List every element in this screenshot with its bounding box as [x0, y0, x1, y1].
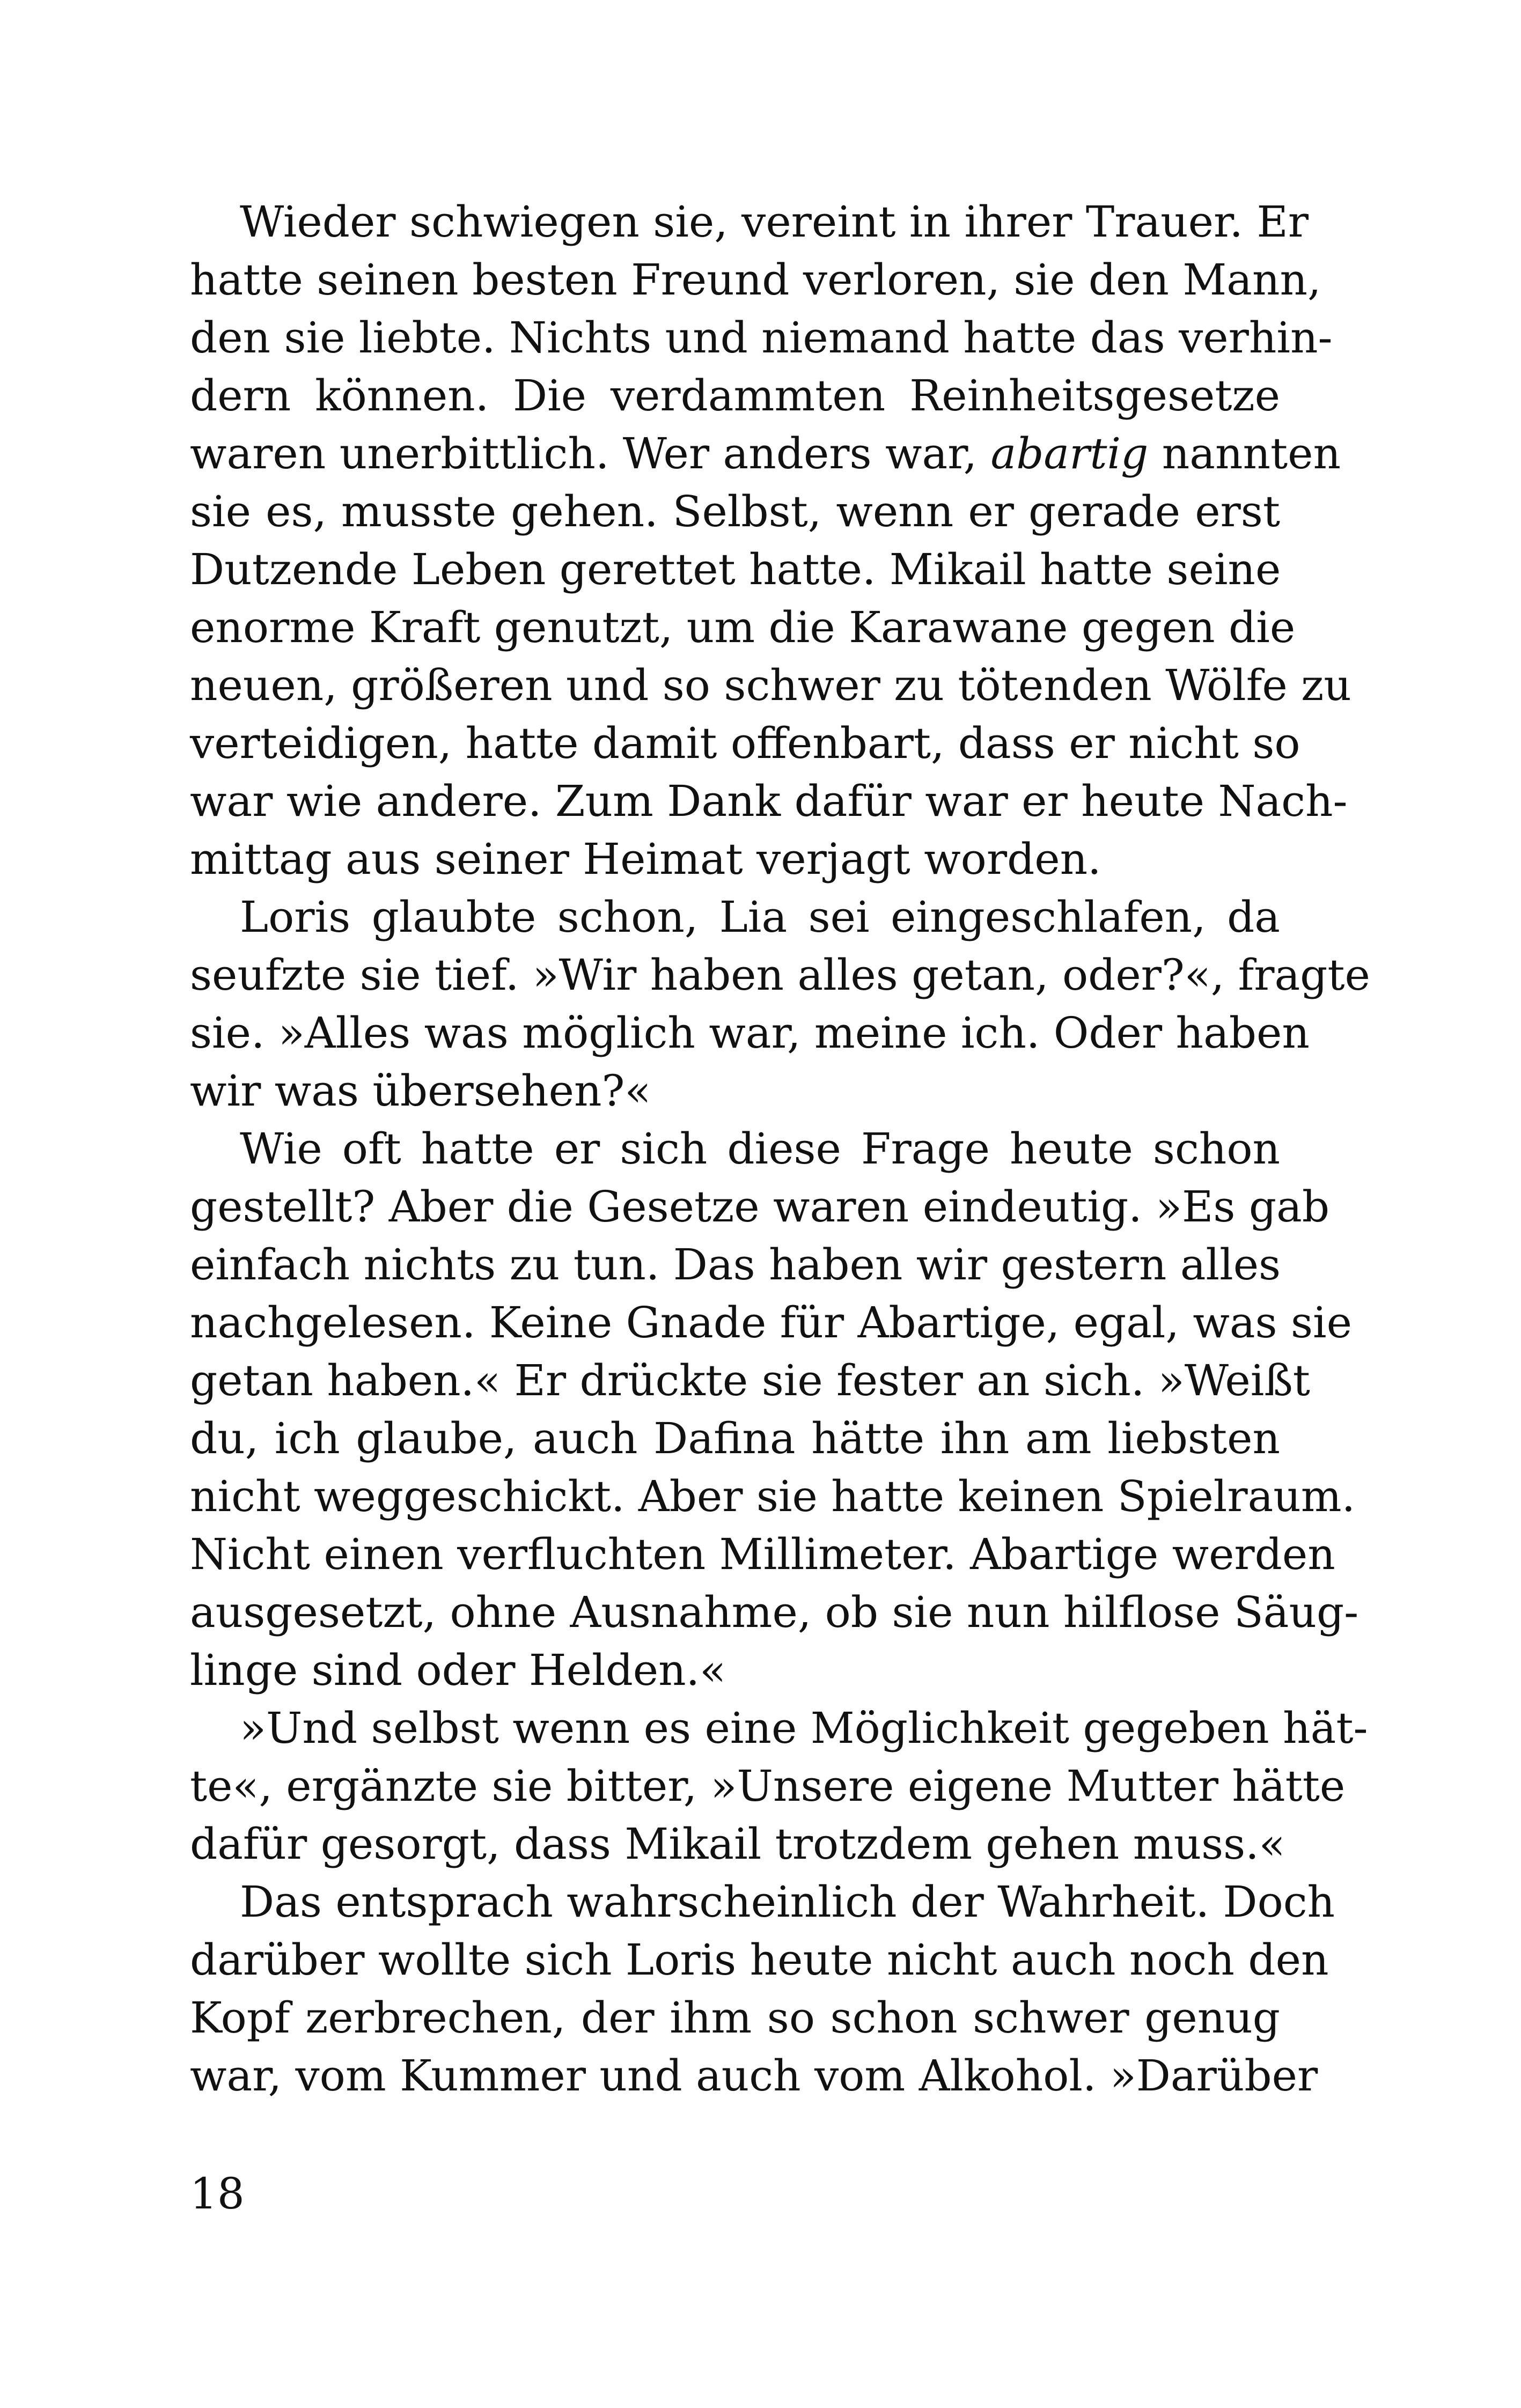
- text-line: einfach nichts zu tun. Das haben wir gestern alles: [190, 1240, 1281, 1290]
- text-line: verteidigen, hatte damit offenbart, dass er nicht so: [190, 718, 1300, 768]
- page-number: 18: [190, 2169, 245, 2219]
- text-segment: nannten: [1148, 429, 1341, 478]
- text-line: dafür gesorgt, dass Mikail trotzdem gehen muss.«: [190, 1819, 1285, 1869]
- text-line: Das entsprach wahrscheinlich der Wahrheit. Doch: [240, 1877, 1335, 1927]
- text-line: linge sind oder Helden.«: [190, 1645, 726, 1695]
- text-line: te«, ergänzte sie bitter, »Unsere eigene Mutter hätte: [190, 1761, 1346, 1811]
- text-line: dern können. Die verdammten Reinheitsgesetze: [190, 371, 1280, 421]
- text-line: hatte seinen besten Freund verloren, sie den Mann,: [190, 255, 1321, 305]
- text-line: getan haben.« Er drückte sie fester an sich. »Weißt: [190, 1356, 1310, 1405]
- text-line: mittag aus seiner Heimat verjagt worden.: [190, 834, 1101, 884]
- text-line: war wie andere. Zum Dank dafür war er heute Nach-: [190, 776, 1348, 826]
- text-line: Nicht einen verfluchten Millimeter. Abartige werden: [190, 1529, 1335, 1579]
- text-line: enorme Kraft genutzt, um die Karawane gegen die: [190, 602, 1296, 652]
- text-line: war, vom Kummer und auch vom Alkohol. »Darüber: [190, 2051, 1318, 2101]
- text-line: seufzte sie tief. »Wir haben alles getan, oder?«, fragte: [190, 950, 1370, 1000]
- text-line: du, ich glaube, auch Dafina hätte ihn am liebsten: [190, 1413, 1280, 1463]
- text-line: den sie liebte. Nichts und niemand hatte das verhin-: [190, 313, 1333, 363]
- text-line: wir was übersehen?«: [190, 1066, 651, 1116]
- text-line: nicht weggeschickt. Aber sie hatte keinen Spielraum.: [190, 1471, 1356, 1521]
- text-line: sie es, musste gehen. Selbst, wenn er gerade erst: [190, 487, 1280, 536]
- text-line: Dutzende Leben gerettet hatte. Mikail hatte seine: [190, 544, 1281, 594]
- text-line: »Und selbst wenn es eine Möglichkeit gegeben hät-: [240, 1703, 1368, 1753]
- text-line: ausgesetzt, ohne Ausnahme, ob sie nun hilflose Säug-: [190, 1587, 1359, 1637]
- body-text: [190, 193, 1370, 2105]
- text-line: gestellt? Aber die Gesetze waren eindeutig. »Es gab: [190, 1182, 1330, 1232]
- text-segment: waren unerbittlich. Wer anders war,: [190, 429, 978, 478]
- emphasized-word: abartig: [990, 429, 1149, 478]
- text-line: Kopf zerbrechen, der ihm so schon schwer genug: [190, 1993, 1280, 2043]
- text-line: darüber wollte sich Loris heute nicht auch noch den: [190, 1935, 1329, 1985]
- text-line: Wieder schwiegen sie, vereint in ihrer Trauer. Er: [240, 197, 1309, 247]
- text-line-with-emphasis: [190, 425, 1341, 483]
- text-line: sie. »Alles was möglich war, meine ich. Oder haben: [190, 1008, 1310, 1058]
- text-line: neuen, größeren und so schwer zu tötenden Wölfe zu: [190, 660, 1351, 710]
- text-line: Loris glaubte schon, Lia sei eingeschlafen, da: [240, 892, 1280, 942]
- text-line: Wie oft hatte er sich diese Frage heute schon: [240, 1124, 1280, 1174]
- text-line: nachgelesen. Keine Gnade für Abartige, egal, was sie: [190, 1298, 1352, 1347]
